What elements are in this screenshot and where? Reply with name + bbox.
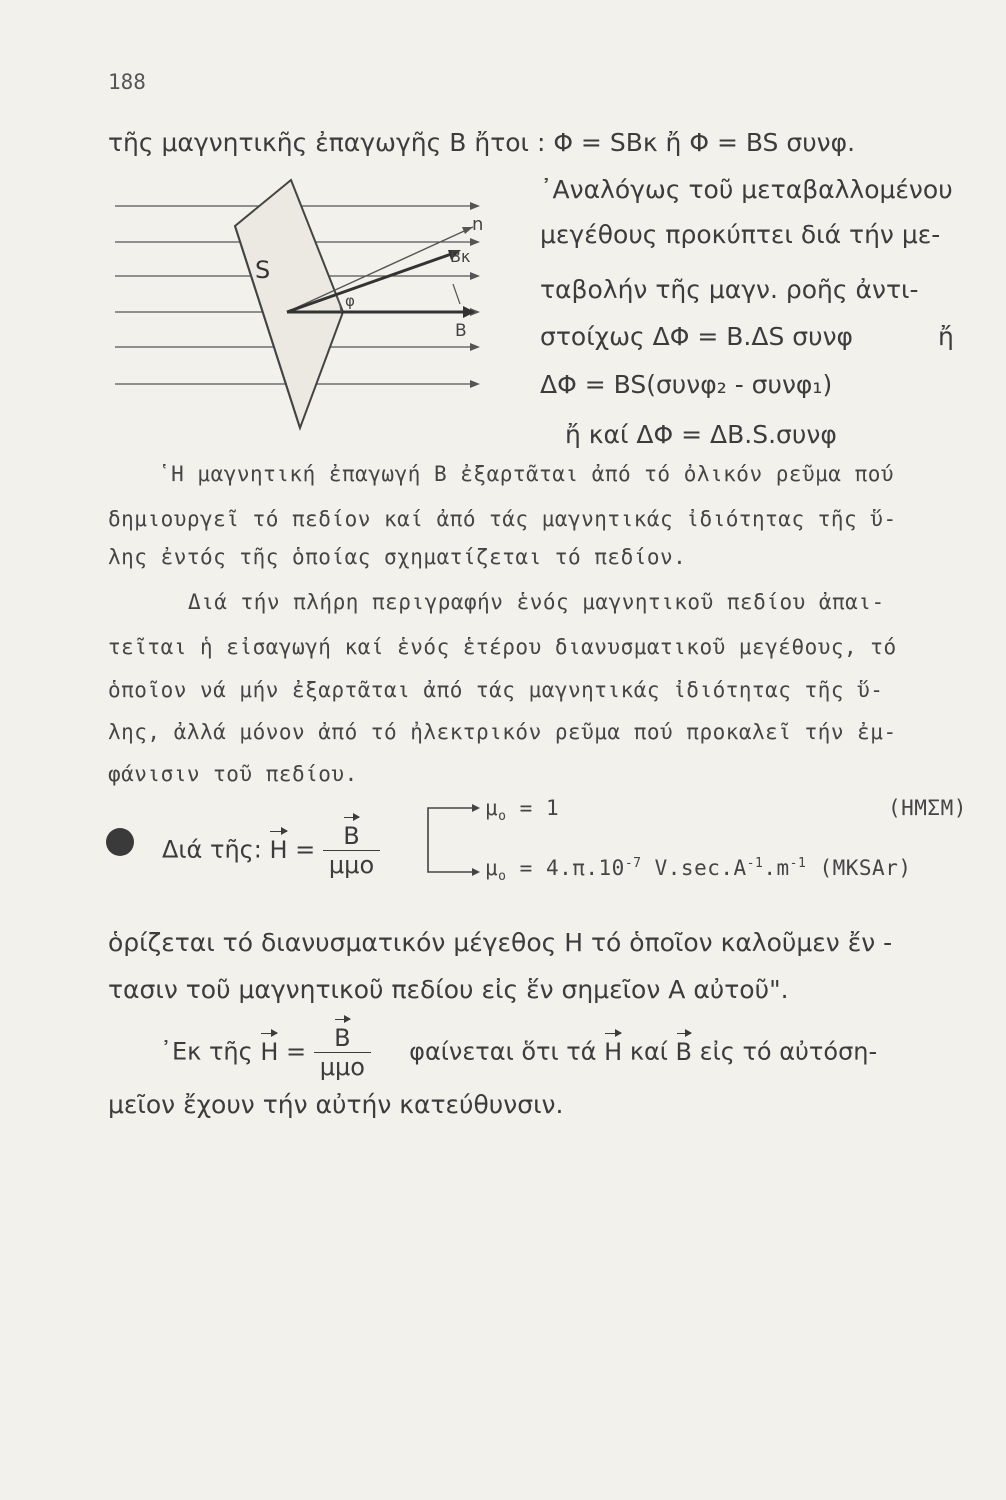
right-line-4: στοίχως ΔΦ = Β.ΔS συνφ <box>540 322 854 351</box>
typed-line-1: ῾Η μαγνητική ἐπαγωγή Β ἐξαρτᾶται ἀπό τό ὀλικόν ρεῦμα πού <box>158 462 895 486</box>
mu2: μ <box>485 856 499 880</box>
formula-eq: = <box>295 835 316 864</box>
typed-line-8: φάνισιν τοῦ πεδίου. <box>108 762 358 786</box>
mu1-sub: o <box>498 809 507 825</box>
last-prefix: ᾽Εκ τῆς <box>160 1037 253 1066</box>
page-number: 188 <box>108 70 146 94</box>
system-2: (MKSAr) <box>819 856 912 880</box>
last-frac-num: B <box>334 1024 351 1052</box>
flux-diagram <box>105 172 505 437</box>
typed-line-4: Διά τήν πλήρη περιγραφήν ἑνός μαγνητικοῦ πεδίου ἀπαι- <box>188 590 885 614</box>
label-S: S <box>255 256 271 284</box>
last-eq-sign: = <box>286 1037 307 1066</box>
bracket <box>420 800 480 880</box>
mu1-val: = 1 <box>519 796 560 820</box>
right-line-1: ᾽Αναλόγως τοῦ μεταβαλλομένου <box>540 175 953 204</box>
frac-den: μμο <box>328 851 375 879</box>
system-1: (ΗΜΣΜ) <box>888 796 967 820</box>
last-vec-B2: B <box>675 1037 693 1066</box>
mu1: μ <box>485 796 499 820</box>
mu-line-2 <box>485 856 912 884</box>
formula-prefix: Διά τῆς: <box>162 835 262 864</box>
last-frac-den: μμο <box>319 1053 365 1081</box>
right-line-6: ἤ καί ΔΦ = ΔΒ.S.συνφ <box>565 420 837 449</box>
last-text2: εἰς τό αὐτόση- <box>699 1037 878 1066</box>
mu2-units: V.sec.A <box>641 856 747 880</box>
hand-line-2: τασιν τοῦ μαγνητικοῦ πεδίου εἰς ἕν σημεῖον Α αὐτοῦ". <box>108 975 789 1004</box>
last-vec-H2: H <box>604 1037 623 1066</box>
mu2-units2: .m <box>763 856 790 880</box>
typed-line-2: δημιουργεῖ τό πεδίον καί ἀπό τάς μαγνητικάς ἰδιότητας τῆς ὕ- <box>108 507 897 531</box>
mu2-exp: -7 <box>624 856 642 871</box>
last-eq <box>160 1024 877 1081</box>
label-phi: φ <box>345 292 355 310</box>
line-flux-definition: τῆς μαγνητικῆς ἐπαγωγῆς Β ἤτοι : Φ = SBκ ἤ Φ = BS συνφ. <box>108 128 856 157</box>
formula-h <box>162 822 380 879</box>
fraction <box>323 822 380 879</box>
hand-line-1: ὁρίζεται τό διανυσματικόν μέγεθος Η τό ὁποῖον καλοῦμεν ἔν - <box>108 928 893 957</box>
right-line-3: ταβολήν τῆς μαγν. ροῆς ἀντι- <box>540 275 919 304</box>
frac-num: B <box>343 822 360 850</box>
last-and: καί <box>629 1037 668 1066</box>
right-or: ἤ <box>938 322 954 351</box>
mu-line-1 <box>485 796 559 824</box>
mu2-exp2: -1 <box>746 856 764 871</box>
typed-line-7: λης, ἀλλά μόνον ἀπό τό ἠλεκτρικόν ρεῦμα πού προκαλεῖ τήν ἐμ- <box>108 720 897 744</box>
typed-line-5: τεῖται ἡ εἰσαγωγή καί ἑνός ἑτέρου διανυσματικοῦ μεγέθους, τό <box>108 635 897 659</box>
last-line: μεῖον ἔχουν τήν αὐτήν κατεύθυνσιν. <box>108 1090 564 1119</box>
typed-line-6: ὁποῖον νά μήν ἐξαρτᾶται ἀπό τάς μαγνητικάς ἰδιότητας τῆς ὕ- <box>108 678 884 702</box>
right-line-5: ΔΦ = BS(συνφ₂ - συνφ₁) <box>540 370 833 399</box>
label-B: B <box>455 321 467 341</box>
last-fraction <box>314 1024 371 1081</box>
right-line-2: μεγέθους προκύπτει διά τήν με- <box>540 220 941 249</box>
mu2-exp3: -1 <box>789 856 807 871</box>
mu2-sub: o <box>498 869 507 885</box>
last-vec-H: H <box>260 1037 279 1066</box>
label-n: n <box>472 214 484 235</box>
last-text1: φαίνεται ὅτι τά <box>409 1037 597 1066</box>
mu2-val: = 4.π.10 <box>519 856 625 880</box>
vec-H: H <box>269 835 288 864</box>
label-Bk: Bκ <box>450 247 471 266</box>
bullet-icon <box>106 828 134 856</box>
typed-line-3: λης ἐντός τῆς ὁποίας σχηματίζεται τό πεδίον. <box>108 545 687 569</box>
